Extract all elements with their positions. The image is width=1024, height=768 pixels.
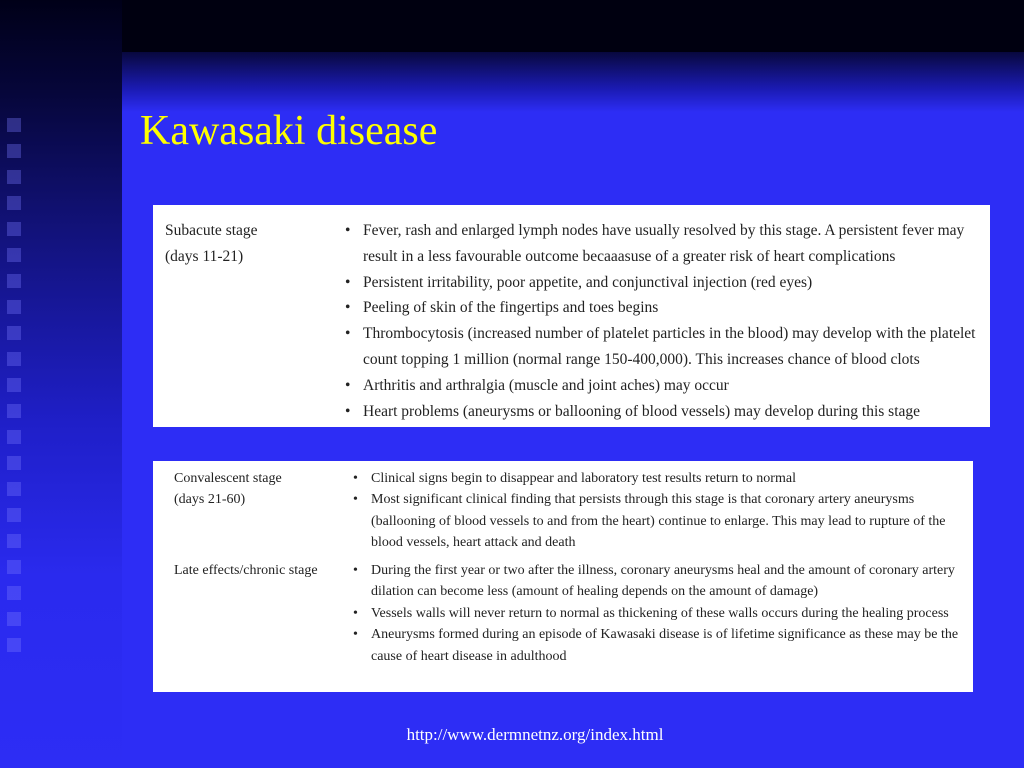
decorative-squares [7, 118, 27, 664]
decorative-square [7, 144, 21, 158]
bullet-item [345, 218, 981, 270]
decorative-square [7, 326, 21, 340]
bullet-dot: • [345, 402, 351, 420]
bullet-dot: • [353, 471, 358, 486]
bullet-dot: • [345, 222, 351, 239]
bullet-text: Persistent irritability, poor appetite, and conjunctival injection (red eyes) [363, 273, 813, 291]
decorative-square [7, 560, 21, 574]
decorative-square [7, 352, 21, 366]
decorative-square [7, 456, 21, 470]
bullet-dot: • [345, 325, 351, 343]
bullet-dot: • [345, 299, 351, 317]
bullet-item [345, 295, 981, 321]
bullet-text: Arthritis and arthralgia (muscle and joint aches) may occur [363, 376, 729, 394]
decorative-square [7, 404, 21, 418]
stage-label: Subacute stage (days 11-21) [165, 222, 258, 265]
bullet-item [345, 399, 981, 425]
bullet-text: During the first year or two after the illness, coronary aneurysms heal and the amount of coronary artery dilation can become less (amount of healing depends on the amount of damage) [371, 563, 955, 600]
bullet-item [345, 373, 981, 399]
decorative-square [7, 482, 21, 496]
top-dark-band [122, 0, 1024, 52]
decorative-square [7, 170, 21, 184]
slide-title: Kawasaki disease [140, 108, 438, 154]
bullet-dot: • [353, 563, 358, 578]
subacute-stage-table [153, 205, 990, 427]
bullet-dot: • [353, 627, 358, 643]
decorative-square [7, 612, 21, 626]
decorative-square [7, 118, 21, 132]
decorative-square [7, 248, 21, 262]
source-url[interactable]: http://www.dermnetnz.org/index.html [406, 725, 664, 744]
bullet-text: Aneurysms formed during an episode of Kawasaki disease is of lifetime significance as these may be the cause of heart disease in adulthood [371, 627, 959, 664]
bullet-dot: • [345, 273, 351, 291]
decorative-square [7, 430, 21, 444]
stage-bullet-list [353, 560, 969, 667]
decorative-square [7, 378, 21, 392]
bullet-item [353, 468, 969, 489]
bullet-item [353, 489, 969, 553]
bullet-dot: • [345, 376, 351, 394]
bullet-text: Fever, rash and enlarged lymph nodes have usually resolved by this stage. A persistent fever may result in a less favourable outcome becaaasuse of a greater risk of heart complications [363, 222, 965, 265]
stage-bullet-list [345, 218, 981, 424]
decorative-square [7, 222, 21, 236]
convalescent-late-table [153, 461, 973, 692]
bullet-dot: • [353, 492, 358, 508]
bullet-dot: • [353, 605, 358, 621]
bullet-text: Heart problems (aneurysms or ballooning of blood vessels) may develop during this stage [363, 402, 921, 420]
bullet-item [345, 321, 981, 373]
decorative-square [7, 586, 21, 600]
bullet-item [353, 624, 969, 667]
decorative-square [7, 638, 21, 652]
stage-bullet-list [353, 468, 969, 554]
bullet-text: Thrombocytosis (increased number of platelet particles in the blood) may develop with the platelet count topping 1 million (normal range 150-400,000). This increases chance of blood clots [363, 325, 976, 368]
decorative-square [7, 534, 21, 548]
stage-label: Convalescent stage (days 21-60) [174, 471, 282, 508]
bullet-text: Clinical signs begin to disappear and laboratory test results return to normal [371, 471, 796, 486]
bullet-text: Most significant clinical finding that persists through this stage is that coronary artery aneurysms (ballooning of blood vessels to and from the heart) continue to enlarge. This may lead to rupture of the blood vessels, heart attack and death [371, 492, 946, 551]
bullet-text: Peeling of skin of the fingertips and toes begins [363, 299, 659, 317]
bullet-item [353, 603, 969, 624]
bullet-item [353, 560, 969, 603]
top-gradient-fade [122, 52, 1024, 112]
decorative-square [7, 196, 21, 210]
bullet-text: Vessels walls will never return to normal as thickening of these walls occurs during the healing process [371, 605, 949, 621]
stage-label: Late effects/chronic stage [174, 563, 318, 578]
decorative-square [7, 508, 21, 522]
decorative-square [7, 274, 21, 288]
bullet-item [345, 270, 981, 296]
decorative-square [7, 300, 21, 314]
